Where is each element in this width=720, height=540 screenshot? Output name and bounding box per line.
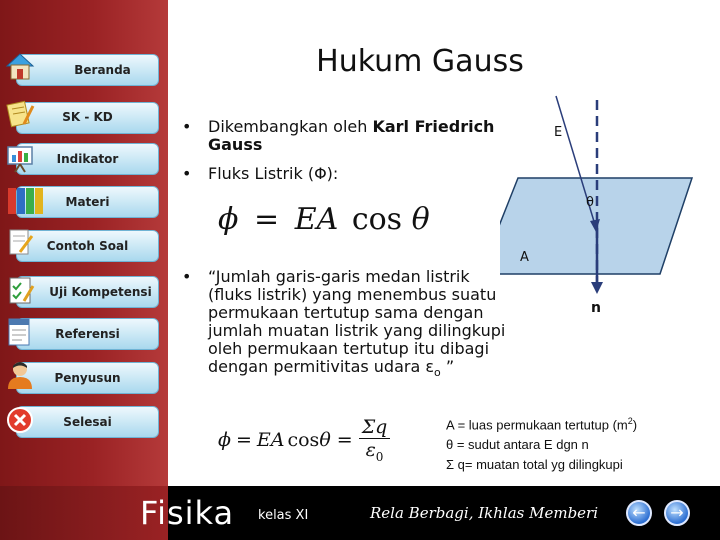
nav-label: SK - KD [62,110,113,124]
formula-cos: cos [351,202,403,237]
nav-label: Materi [65,195,110,209]
nav-button-referensi[interactable] [16,318,159,350]
edit-paper-icon[interactable] [4,226,36,258]
formula-equals-2: = [336,429,353,451]
prev-arrow-icon[interactable]: ← [626,500,652,526]
formula-fraction [359,416,391,464]
nav-label: Referensi [55,327,120,341]
statement-line: oleh permukaan tertutup itu dibagi [208,339,490,358]
legend-superscript: 2 [627,416,633,426]
footer-bar [0,486,720,540]
label-e: E [554,125,563,140]
bullet-bold-name: Gauss [208,135,263,154]
grade-label: kelas XI [258,508,309,523]
formula-phi: ϕ [218,202,239,237]
presentation-board-icon[interactable] [4,142,36,174]
formula-equals: = [235,429,252,451]
bullet-bold-name: Karl Friedrich [372,117,495,136]
formula-theta: θ [319,429,331,451]
nav-button-uji-kompetensi[interactable] [16,276,159,308]
sidebar [0,0,168,486]
formula-theta: θ [411,202,430,237]
formula-cos: cos [287,429,320,451]
legend-line-charge: Σ q= muatan total yg dilingkupi [446,457,623,473]
nav-label: Selesai [63,415,112,429]
checklist-icon[interactable] [4,274,36,306]
label-theta: θ [586,195,594,210]
legend-line-theta: θ = sudut antara E dgn n [446,437,589,453]
bullet-dot: • [182,117,192,136]
bullet-dot: • [182,164,192,183]
bullet-fluks-listrik [182,164,339,183]
statement-text: dengan permitivitas udara ε [208,357,435,376]
nav-button-penyusun[interactable] [16,362,159,394]
statement-line: “Jumlah garis-garis medan listrik [208,267,470,286]
books-icon[interactable] [6,184,46,216]
epsilon-subscript: o [434,366,441,380]
label-a: A [520,250,529,265]
nav-label: Contoh Soal [46,239,129,253]
statement-line: jumlah muatan listrik yang dilingkupi [208,321,506,340]
nav-label: Indikator [56,152,119,166]
formula-ea: EA [256,429,285,451]
fraction-numerator: Σq [359,416,391,439]
statement-close-quote: ” [440,357,455,376]
label-n: n [591,300,601,316]
bullet-text: Fluks Listrik (Φ): [208,164,339,183]
formula-gauss-law [218,414,390,466]
notes-icon[interactable] [4,98,36,130]
flux-diagram [500,95,720,325]
legend [446,411,637,475]
nav-button-sk-kd[interactable] [16,102,159,134]
fraction-denominator: $\varepsilon_0$ [365,439,384,464]
bullet-text: Dikembangkan oleh [208,117,373,136]
formula-ea: EA [294,202,339,237]
formula-equals: = [254,202,280,237]
normal-arrowhead [591,282,603,294]
formula-flux [218,202,430,237]
statement-line: (fluks listrik) yang menembus suatu [208,285,497,304]
statement-line-last [208,358,548,382]
nav-button-indikator[interactable] [16,143,159,175]
nav-button-contoh-soal[interactable] [16,230,159,262]
home-icon[interactable] [4,50,36,82]
formula-phi: ϕ [218,429,231,451]
slide-title: Hukum Gauss [316,44,524,79]
bullet-gauss-law-statement [182,267,548,382]
nav-button-beranda[interactable] [16,54,159,86]
nav-label: Beranda [74,63,131,77]
statement-line: permukaan tertutup sama dengan [208,303,484,322]
nav-label: Penyusun [54,371,121,385]
brand-title: Fisika [140,494,235,532]
document-icon[interactable] [4,316,36,348]
bullet-dot: • [182,267,192,286]
nav-button-selesai[interactable] [16,406,159,438]
close-icon[interactable] [4,404,36,436]
bullet-karl-gauss [182,117,528,154]
nav-label: Uji Kompetensi [49,285,152,299]
legend-line-area: A = luas permukaan tertutup $(m^2)$ [446,416,638,433]
user-icon[interactable] [4,358,36,390]
motto-text: Rela Berbagi, Ikhlas Memberi [370,504,599,522]
next-arrow-icon[interactable]: → [664,500,690,526]
